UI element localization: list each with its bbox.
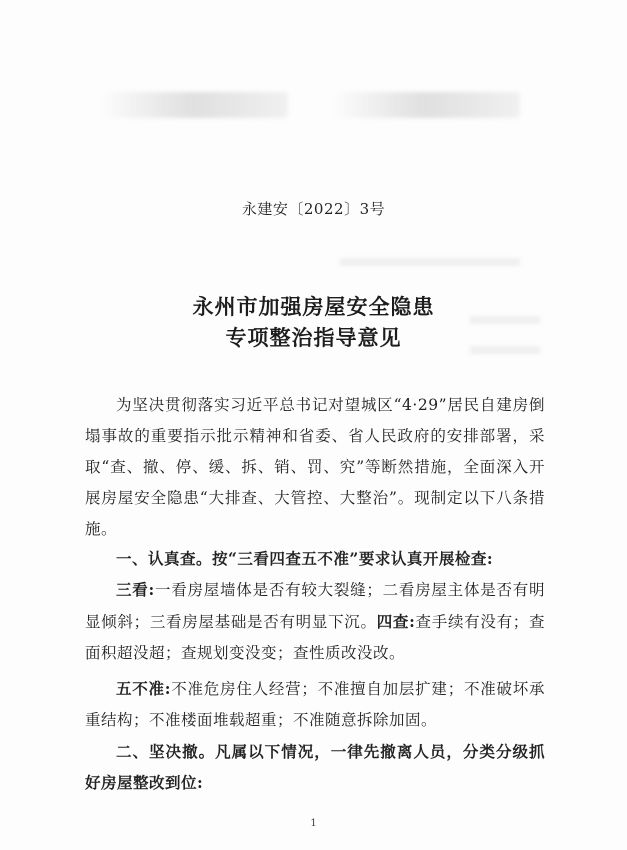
section1-heading: 一、认真查。按“三看四查五不准”要求认真开展检查: <box>116 549 494 568</box>
section2-heading: 二、坚决撤。凡属以下情况，一律先撤离人员，分类分级抓好房屋整改到位: <box>85 742 545 792</box>
buzhun-paragraph <box>85 673 545 736</box>
sankan-text: 一看房屋墙体是否有较大裂缝；二看房屋主体是否有明显倾斜；三看房屋基础是否有明显下沉。 <box>85 581 545 631</box>
buzhun-text: 不准危房住人经营；不准擅自加层扩建；不准破坏承重结构；不准楼面堆载超重；不准随意拆除加固。 <box>85 680 545 729</box>
sankan-sicha-paragraph <box>85 574 545 669</box>
reverse-side-bleed <box>340 258 520 266</box>
reverse-side-bleed <box>330 92 520 118</box>
reverse-side-bleed <box>98 92 288 118</box>
sicha-label: 四查: <box>376 612 416 631</box>
intro-paragraph: 为坚决贯彻落实习近平总书记对望城区“4·29”居民自建房倒塌事故的重要指示批示精神和省委、省人民政府的安排部署，采取“查、撤、停、缓、拆、销、罚、究”等断然措施，全面深入开展房屋安全隐患“大排查、大管控、大整治”。现制定以下八条措施。 <box>85 396 545 538</box>
sankan-label: 三看: <box>116 580 155 599</box>
page-number: 1 <box>310 818 317 829</box>
document-title-line1: 永州市加强房屋安全隐患 <box>192 294 435 319</box>
buzhun-label: 五不准: <box>116 679 172 698</box>
document-title-line2: 专项整治指导意见 <box>225 325 402 350</box>
sicha-text: 查手续有没有；查面积超没超；查规划变没变；查性质改没改。 <box>85 613 545 662</box>
document-number: 永建安〔2022〕3号 <box>241 200 386 218</box>
